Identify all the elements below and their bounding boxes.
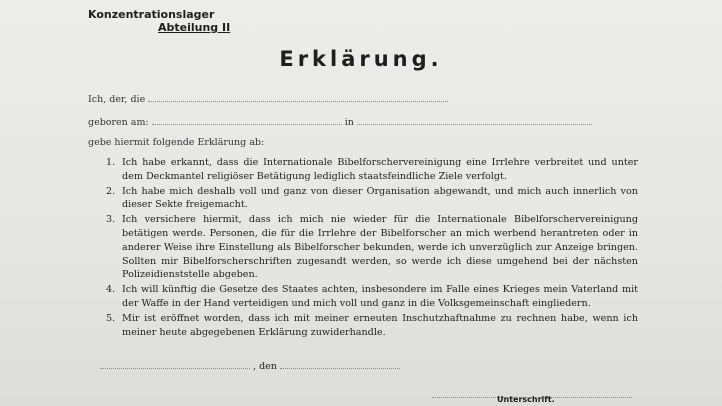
name-label: Ich, der, die	[88, 94, 146, 105]
date-label: , den	[253, 361, 277, 372]
declaration-items	[106, 156, 638, 340]
place-blank-line	[100, 360, 250, 369]
item-number: 4.	[106, 284, 116, 296]
declaration-item	[106, 213, 638, 282]
item-text: Ich versichere hiermit, dass ich mich nie wieder für die Internationale Bibelforschervereinigung betätigen werde. Personen, die für die Irrlehre der Bibelforscher an mich werbend herantreten oder in anderer Weise ihre Einstellung als Bibelforscher bekunden, werde ich unverzüglich zur Anzeige bringen. Sollten mir Bibelforscherschriften zugesandt werden, so werde ich diese umgehend bei der nächsten Polizeidienststelle abgeben.	[122, 214, 638, 281]
place-date-line	[100, 360, 400, 372]
date-blank-line	[280, 360, 400, 369]
name-field	[88, 93, 448, 105]
item-number: 1.	[106, 157, 116, 168]
department-name: Abteilung II	[158, 21, 231, 34]
birth-place-blank-line	[357, 116, 592, 125]
declaration-item	[106, 185, 638, 213]
camp-name: Konzentrationslager	[88, 8, 215, 21]
birth-field	[88, 116, 592, 128]
item-text: Ich will künftig die Gesetze des Staates achten, insbesondere im Falle eines Krieges mein Vaterland mit der Waffe in der Hand verteidigen und mich voll und ganz in die Volksgemeinschaft eingliedern.	[122, 284, 638, 309]
document-header	[88, 8, 230, 34]
signature-label: Unterschrift.	[497, 395, 555, 404]
birth-date-blank-line	[152, 116, 342, 125]
item-text: Ich habe mich deshalb voll und ganz von dieser Organisation abgewandt, und mich auch innerlich von dieser Sekte freigemacht.	[122, 185, 638, 211]
declaration-item	[106, 312, 638, 340]
item-number: 5.	[106, 312, 116, 324]
item-number: 3.	[106, 214, 116, 226]
declaration-item	[106, 283, 638, 311]
birth-date-label: geboren am:	[88, 117, 149, 128]
item-text: Ich habe erkannt, dass die Internationale Bibelforschervereinigung eine Irrlehre verbreitet und unter dem Deckmantel religiöser Betätigung lediglich staatsfeindliche Ziele verfolgt.	[122, 157, 638, 182]
name-blank-line	[148, 93, 448, 102]
birth-place-label: in	[344, 117, 354, 128]
declaration-intro: gebe hiermit folgende Erklärung ab:	[88, 137, 265, 148]
item-text: Mir ist eröffnet worden, dass ich mit meiner erneuten Inschutzhaftnahme zu rechnen habe, wenn ich meiner heute abgegebenen Erklärung zuwiderhandle.	[122, 312, 638, 338]
item-number: 2.	[106, 185, 116, 197]
declaration-item	[106, 156, 638, 184]
document-title: Erklärung.	[279, 47, 443, 71]
